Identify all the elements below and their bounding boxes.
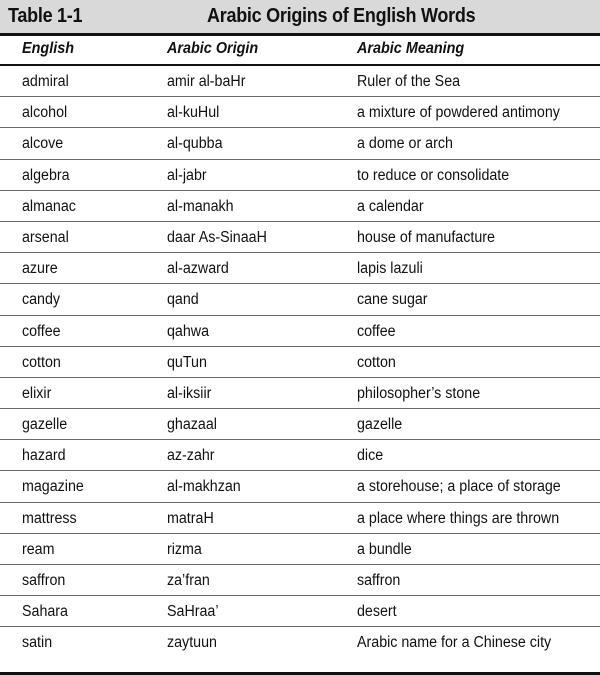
cell-arabic-origin: amir al-baHr (167, 73, 246, 90)
cell-arabic-origin: daar As-SinaaH (167, 228, 267, 246)
cell-arabic-meaning: a place where things are thrown (357, 509, 560, 527)
cell-arabic-meaning: dice (357, 447, 384, 465)
cell-english-word: elixir (22, 384, 52, 402)
table-row (0, 596, 600, 627)
cell-arabic-origin: qand (167, 291, 199, 309)
table-title: Arabic Origins of English Words (207, 5, 476, 27)
cell-arabic-origin: al-azward (167, 260, 229, 278)
cell-english-word: admiral (22, 73, 69, 90)
cell-english-word: ream (22, 540, 55, 558)
cell-english-word: hazard (22, 447, 66, 465)
cell-arabic-meaning: Arabic name for a Chinese city (357, 634, 552, 652)
cell-arabic-meaning: to reduce or consolidate (357, 166, 510, 184)
cell-english-word: mattress (22, 509, 77, 527)
cell-arabic-origin: al-qubba (167, 135, 223, 153)
table-row (0, 191, 600, 222)
column-header-english: English (22, 40, 75, 57)
cell-arabic-origin: az-zahr (167, 447, 215, 465)
cell-arabic-meaning: a bundle (357, 540, 412, 558)
table-row (0, 627, 600, 658)
cell-arabic-meaning: gazelle (357, 416, 403, 434)
cell-arabic-origin: matraH (167, 509, 214, 527)
table-row (0, 160, 600, 191)
cell-english-word: azure (22, 260, 58, 278)
cell-arabic-meaning: house of manufacture (357, 228, 495, 246)
cell-english-word: alcohol (22, 104, 68, 122)
table-row (0, 222, 600, 253)
table-row (0, 409, 600, 440)
cell-arabic-origin: za’fran (167, 572, 210, 589)
table-row (0, 66, 600, 97)
cell-arabic-meaning: philosopher’s stone (357, 384, 481, 402)
cell-arabic-meaning: saffron (357, 572, 401, 589)
cell-english-word: cotton (22, 353, 61, 371)
cell-arabic-meaning: desert (357, 603, 397, 621)
cell-arabic-meaning: lapis lazuli (357, 260, 423, 278)
cell-arabic-meaning: a calendar (357, 197, 424, 215)
table-row (0, 128, 600, 159)
table-row (0, 253, 600, 284)
table-body (0, 66, 600, 659)
cell-arabic-origin: al-kuHul (167, 104, 220, 122)
table-header-row (0, 36, 600, 64)
table-number-label: Table 1-1 (8, 5, 83, 27)
cell-english-word: Sahara (22, 603, 68, 621)
cell-arabic-meaning: coffee (357, 322, 396, 340)
cell-arabic-origin: al-makhzan (167, 478, 241, 496)
cell-arabic-origin: ghazaal (167, 416, 217, 434)
cell-arabic-origin: al-iksiir (167, 384, 212, 402)
table-row (0, 471, 600, 502)
cell-english-word: algebra (22, 166, 70, 184)
cell-arabic-meaning: cane sugar (357, 291, 428, 309)
column-header-arabic-origin: Arabic Origin (167, 40, 259, 57)
cell-english-word: saffron (22, 572, 66, 589)
cell-arabic-origin: qahwa (167, 322, 210, 340)
cell-english-word: alcove (22, 135, 64, 153)
table-row (0, 316, 600, 347)
cell-arabic-meaning: Ruler of the Sea (357, 73, 461, 90)
column-header-arabic-meaning: Arabic Meaning (357, 40, 465, 57)
cell-arabic-origin: al-jabr (167, 166, 207, 184)
cell-english-word: arsenal (22, 228, 69, 246)
cell-arabic-meaning: cotton (357, 353, 396, 371)
cell-english-word: candy (22, 291, 61, 309)
cell-arabic-origin: rizma (167, 540, 202, 558)
cell-english-word: magazine (22, 478, 84, 496)
cell-arabic-meaning: a mixture of powdered antimony (357, 104, 560, 122)
cell-arabic-origin: zaytuun (167, 634, 217, 652)
table-row (0, 284, 600, 315)
table-row (0, 440, 600, 471)
table-row (0, 378, 600, 409)
cell-arabic-origin: quTun (167, 353, 207, 371)
cell-english-word: satin (22, 634, 53, 652)
table-row (0, 534, 600, 565)
cell-arabic-origin: al-manakh (167, 197, 234, 215)
cell-english-word: coffee (22, 322, 61, 340)
table-row (0, 347, 600, 378)
cell-english-word: gazelle (22, 416, 68, 434)
table-row (0, 565, 600, 596)
cell-arabic-meaning: a storehouse; a place of storage (357, 478, 561, 496)
table-row (0, 503, 600, 534)
cell-arabic-meaning: a dome or arch (357, 135, 453, 153)
cell-arabic-origin: SaHraa’ (167, 603, 219, 621)
cell-english-word: almanac (22, 197, 76, 215)
table-title-bar (0, 0, 600, 33)
table-row (0, 97, 600, 128)
